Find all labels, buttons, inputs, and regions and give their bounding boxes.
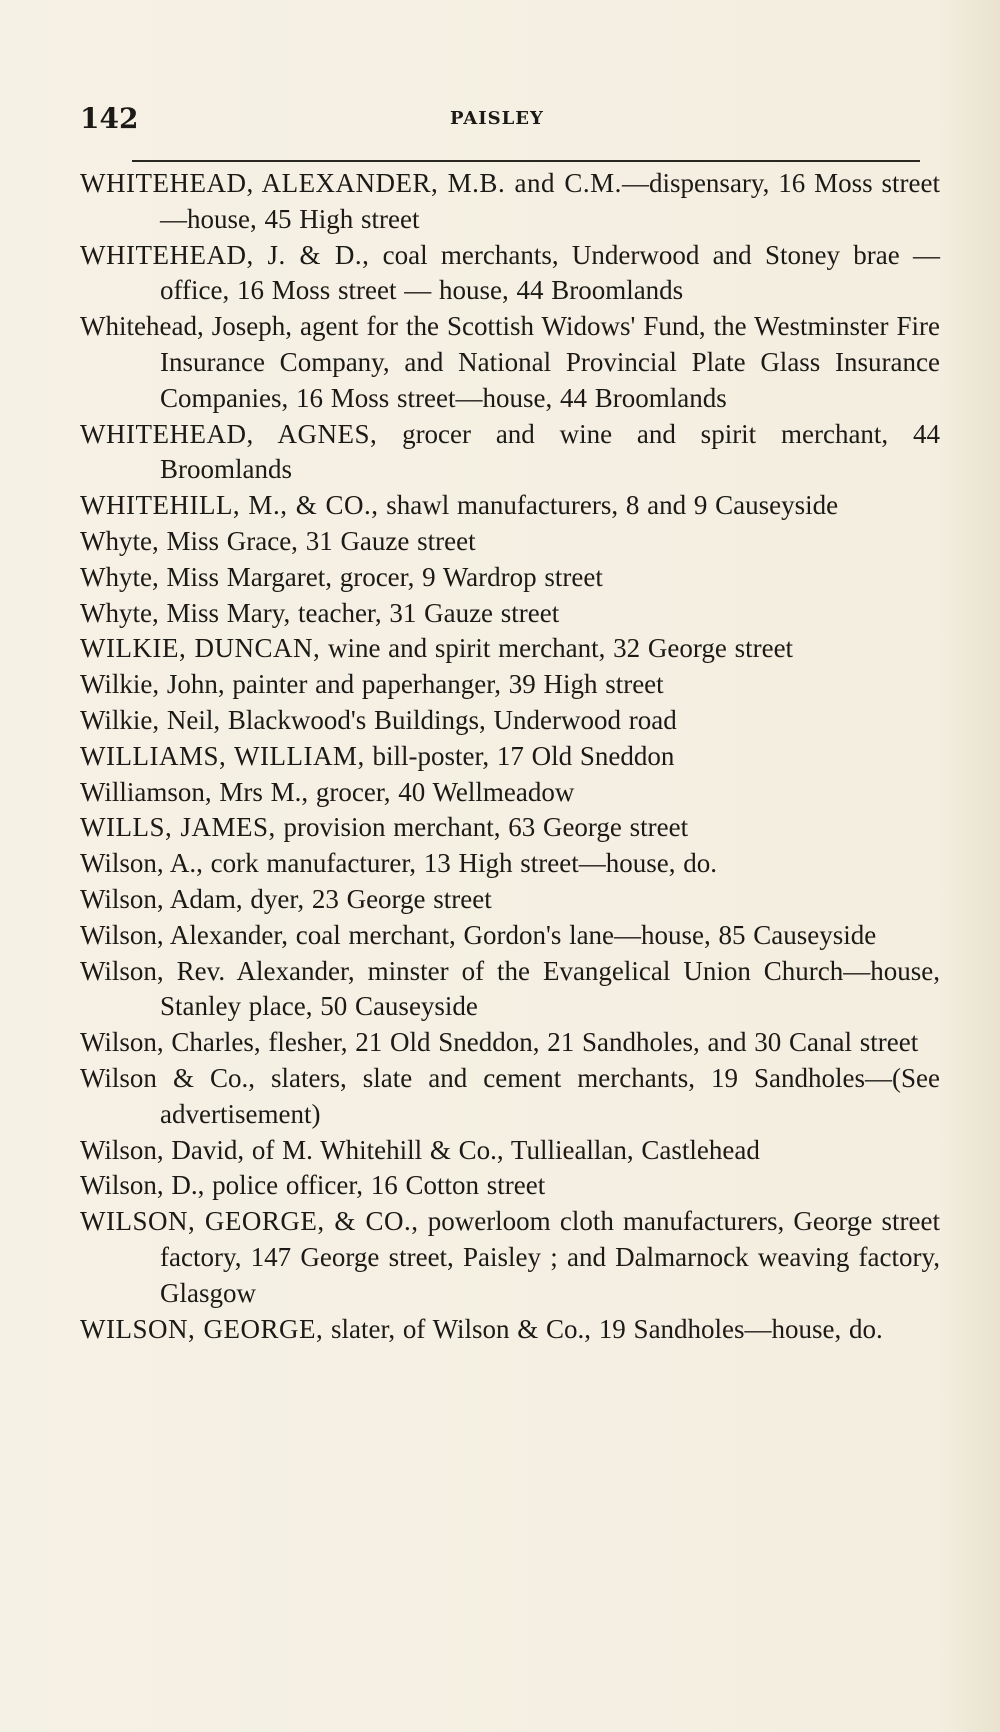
entry-text: cork manufacturer, 13 High street—house, do. (202, 848, 717, 879)
entry-name: WILSON, GEORGE, (80, 1313, 324, 1344)
entry-name: Whitehead, Joseph, (80, 311, 292, 342)
entry-name: WILSON, GEORGE, & CO., (80, 1206, 419, 1237)
entry-name: Wilson & Co., (80, 1062, 255, 1093)
directory-entry (80, 1025, 940, 1061)
entry-text: provision merchant, 63 George street (275, 812, 689, 843)
entry-name: Whyte, Miss Margaret, (80, 561, 332, 592)
directory-entry (80, 631, 940, 667)
directory-entry (80, 775, 940, 811)
entry-name: Wilson, Charles, (80, 1027, 261, 1058)
entry-name: Whyte, Miss Mary, (80, 597, 291, 628)
entry-text: bill-poster, 17 Old Sneddon (364, 740, 675, 771)
entry-text: 31 Gauze street (297, 525, 476, 556)
entry-text: flesher, 21 Old Sneddon, 21 Sandholes, and 30 Canal street (260, 1027, 919, 1058)
directory-entry (80, 560, 940, 596)
header-rule (132, 160, 920, 162)
entry-text: shawl manufacturers, 8 and 9 Causeyside (378, 490, 839, 521)
entry-name: WILLIAMS, WILLIAM, (80, 740, 365, 771)
entry-name: WHITEHEAD, ALEXANDER, M.B. and C.M. (80, 168, 622, 198)
entry-name: Wilson, Adam, (80, 883, 243, 914)
running-title: PAISLEY (450, 108, 544, 129)
entry-name: WILLS, JAMES, (80, 812, 276, 843)
entry-name: Wilson, D., (80, 1170, 205, 1201)
directory-entry (80, 954, 940, 1026)
directory-entry (80, 739, 940, 775)
directory-entry (80, 309, 940, 416)
directory-entry (80, 1168, 940, 1204)
directory-entry (80, 882, 940, 918)
directory-entry (80, 703, 940, 739)
entry-text: coal merchants, Underwood and Stoney brae — office, 16 Moss street — house, 44 Broomlands (160, 239, 940, 306)
directory-entry (80, 810, 940, 846)
directory-entry (80, 1061, 940, 1133)
entry-name: Wilson, Alexander, (80, 919, 289, 950)
entry-name: Wilson, Rev. Alexander, (80, 955, 355, 986)
entry-name: Wilson, David, (80, 1134, 245, 1165)
directory-entry (80, 166, 940, 238)
directory-entry (80, 596, 940, 632)
entry-name: Wilkie, John, (80, 669, 225, 700)
entry-text: police officer, 16 Cotton street (204, 1170, 546, 1201)
directory-entry (80, 488, 940, 524)
directory-entry (80, 238, 940, 310)
entry-text: minster of the Evangelical Union Church—house, Stanley place, 50 Causeyside (160, 955, 941, 1022)
entry-text: slater, of Wilson & Co., 19 Sandholes—house, do. (323, 1313, 883, 1344)
entry-name: Wilkie, Neil, (80, 704, 221, 735)
entry-text: coal merchant, Gordon's lane—house, 85 Causeyside (288, 919, 877, 950)
directory-entry (80, 524, 940, 560)
entry-text: dyer, 23 George street (242, 883, 492, 914)
entry-text: of M. Whitehill & Co., Tullieallan, Castlehead (244, 1134, 760, 1165)
directory-entry (80, 417, 940, 489)
entry-text: wine and spirit merchant, 32 George street (320, 633, 794, 664)
entry-text: —dispensary, 16 Moss street—house, 45 High street (160, 168, 941, 234)
entry-text: slaters, slate and cement merchants, 19 Sandholes—(See advertisement) (160, 1062, 940, 1129)
page-header (80, 102, 920, 134)
entry-name: WHITEHEAD, AGNES, (80, 418, 378, 449)
directory-entry (80, 1312, 940, 1348)
entry-name: Wilson, A., (80, 848, 203, 879)
directory-entry (80, 1204, 940, 1311)
entry-text: grocer, 9 Wardrop street (331, 561, 603, 592)
page-number: 142 (80, 102, 139, 135)
entry-name: Whyte, Miss Grace, (80, 525, 298, 556)
directory-entries (80, 166, 940, 1347)
entry-text: teacher, 31 Gauze street (290, 597, 560, 628)
entry-text: agent for the Scottish Widows' Fund, the Westminster Fire Insurance Company, and National Provincial Plate Glass Insurance Companies, 16 Moss street—house, 44 Broomlands (160, 311, 941, 413)
entry-text: painter and paperhanger, 39 High street (224, 669, 664, 700)
entry-text: powerloom cloth manufacturers, George street factory, 147 George street, Paisley ; and Dalmarnock weaving factory, Glasgow (160, 1206, 941, 1308)
directory-entry (80, 846, 940, 882)
entry-name: WHITEHILL, M., & CO., (80, 490, 379, 521)
entry-text: grocer, 40 Wellmeadow (308, 776, 575, 807)
entry-name: Williamson, Mrs M., (80, 776, 309, 807)
entry-text: grocer and wine and spirit merchant, 44 Broomlands (160, 418, 940, 485)
directory-entry (80, 918, 940, 954)
entry-name: WHITEHEAD, J. & D., (80, 239, 370, 270)
directory-entry (80, 667, 940, 703)
entry-text: Blackwood's Buildings, Underwood road (220, 704, 677, 735)
entry-name: WILKIE, DUNCAN, (80, 633, 321, 664)
directory-entry (80, 1133, 940, 1169)
